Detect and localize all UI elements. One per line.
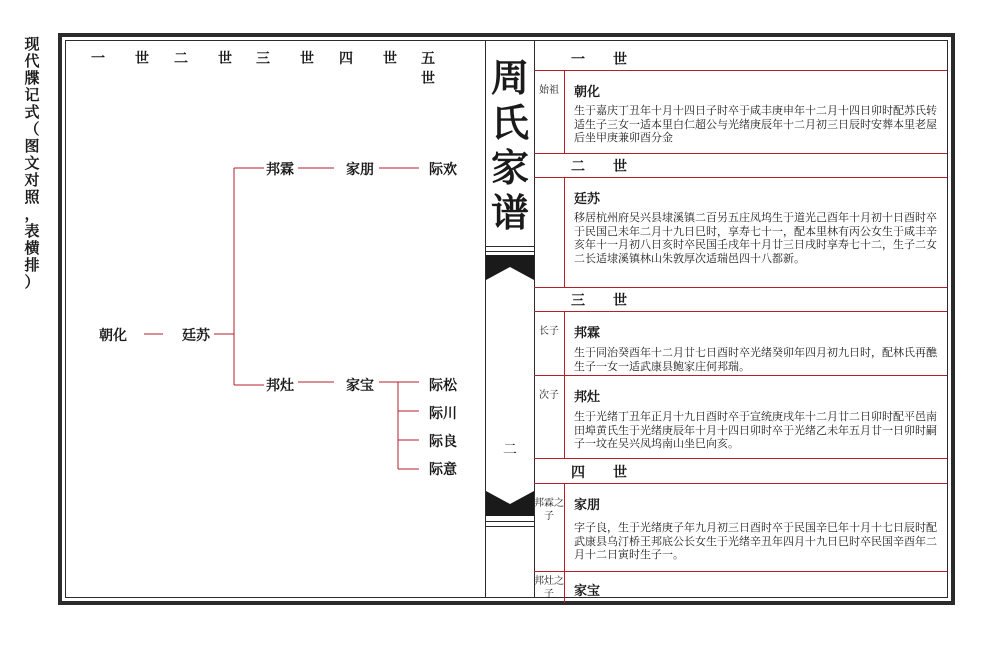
records-panel <box>534 41 947 600</box>
record-gen-1 <box>534 46 947 71</box>
record-entry-bangzao <box>534 376 947 459</box>
tree-node-jichuan: 际川 <box>429 406 457 422</box>
side-caption-char: 代 <box>24 52 40 70</box>
person-name: 家宝 <box>574 584 601 599</box>
side-caption-char: 记 <box>24 86 40 104</box>
record-entry-bangling <box>534 312 947 376</box>
title-rule-top <box>486 246 534 247</box>
record-entry-chaohua <box>534 71 947 154</box>
book-title-char: 谱 <box>490 190 529 235</box>
page-number: 二 <box>503 442 517 458</box>
person-name: 邦霖 <box>574 326 601 341</box>
gen-header-2: 二 世 <box>174 51 240 67</box>
record-gen-4-label: 四 世 <box>571 465 634 481</box>
person-bio: 移居杭州府吴兴县埭溪镇二百另五庄凤坞生于道光己酉年十月初十日酉时卒于民国己未年二月十九日巳时，享寿七十一，配本里林有丙公女生于咸丰辛亥年十一月初八日亥时卒民国壬戌年十月廿三日戌时享寿七十二，生子二女二长适埭溪镇林山朱敦厚次适瑞邑四十八都新。 <box>574 211 937 265</box>
tree-node-bangling: 邦霖 <box>266 162 294 178</box>
side-caption-char: 式 <box>24 103 40 121</box>
person-name: 家朋 <box>574 498 601 513</box>
person-name: 廷苏 <box>574 192 601 207</box>
relation-label: 始祖 <box>534 71 565 153</box>
side-caption-char: 文 <box>24 154 40 172</box>
inner-frame <box>65 40 948 598</box>
relation-label: 长子 <box>534 312 565 375</box>
record-gen-3 <box>534 287 947 312</box>
person-bio: 生于嘉庆丁丑年十月十四日子时卒于咸丰庚申年十二月十四日卯时配苏氏转适生子三女一适本里白仁超公与光绪庚辰年十二月初三日辰时安葬本里老屋后坐甲庚兼卯酉分金 <box>574 104 937 144</box>
record-entry-tingsu <box>534 178 947 288</box>
tree-node-chaohua: 朝化 <box>99 328 127 344</box>
book-title-char: 家 <box>490 145 529 190</box>
gen-header-3: 三 世 <box>256 51 322 67</box>
side-caption-char: 图 <box>24 137 40 155</box>
title-rule-bottom-2 <box>486 526 534 527</box>
book-title <box>486 55 534 235</box>
record-gen-1-label: 一 世 <box>571 52 634 68</box>
gen-header-5: 五 世 <box>421 51 465 87</box>
person-bio: 字子良，生于光绪庚子年九月初三日酉时卒于民国辛巳年十月十七日辰时配武康县乌汀桥王邦底公长女生于光绪辛丑年四月十九日巳时卒民国辛酉年二月十二日寅时生子一。 <box>574 521 937 561</box>
book-title-char: 周 <box>490 55 529 100</box>
side-caption-char: 照 <box>24 188 40 206</box>
record-entry-jiapeng <box>534 484 947 572</box>
relation-label <box>534 178 565 287</box>
relation-label: 邦霖之子 <box>534 484 565 571</box>
side-caption-char: ， <box>24 205 40 223</box>
tree-node-jiliang: 际良 <box>429 434 457 450</box>
book-title-char: 氏 <box>490 100 529 145</box>
title-rule-bottom <box>486 521 534 522</box>
side-caption <box>22 36 42 291</box>
tree-node-jisong: 际松 <box>429 378 457 394</box>
gen-header-4: 四 世 <box>339 51 405 67</box>
side-caption-char: 排 <box>24 256 40 274</box>
tree-node-tingsu: 廷苏 <box>182 328 210 344</box>
tree-node-bangzao: 邦灶 <box>266 378 294 394</box>
side-caption-char: 牒 <box>24 69 40 87</box>
record-entry-jiabao <box>534 572 947 603</box>
record-gen-4 <box>534 459 947 484</box>
side-caption-char: 现 <box>24 35 40 53</box>
tree-node-jiabao: 家宝 <box>346 378 374 394</box>
tree-node-jiapeng: 家朋 <box>346 162 374 178</box>
person-name: 朝化 <box>574 85 601 100</box>
fishtail-top-icon <box>486 255 534 280</box>
record-gen-2-label: 二 世 <box>571 159 634 175</box>
side-caption-char: 表 <box>24 222 40 240</box>
record-gen-3-label: 三 世 <box>571 293 634 309</box>
record-gen-2 <box>534 153 947 178</box>
person-name: 邦灶 <box>574 390 601 405</box>
relation-label: 邦灶之子 <box>534 572 565 603</box>
genealogy-page-frame <box>58 33 955 605</box>
side-caption-char: 横 <box>24 239 40 257</box>
gen-header-1: 一 世 <box>91 51 157 67</box>
fishtail-bottom-icon <box>486 491 534 516</box>
tree-connector-lines <box>66 41 485 603</box>
person-bio: 生于光绪丁丑年正月十九日酉时卒于宣统庚戌年十二月廿二日卯时配平邑南田埠黄氏生于光绪庚辰年十月十四日卯时卒于光绪乙未年五月廿一日卯时嗣子一坟在吴兴凤坞南山坐巳向亥。 <box>574 410 937 450</box>
person-bio: 生于同治癸酉年十二月廿七日酉时卒光绪癸卯年四月初九日时，配林氏再醮生子一女一适武康县鲍家庄何邦瑞。 <box>574 346 937 373</box>
relation-label: 次子 <box>534 376 565 458</box>
side-caption-char: ） <box>24 273 40 291</box>
side-caption-char: （ <box>24 120 40 138</box>
title-column <box>485 41 535 597</box>
side-caption-char: 对 <box>24 171 40 189</box>
title-rule-top-2 <box>486 251 534 252</box>
tree-node-jihuan: 际欢 <box>429 162 457 178</box>
family-tree-panel <box>66 41 485 597</box>
tree-node-jiyi: 际意 <box>429 462 457 478</box>
